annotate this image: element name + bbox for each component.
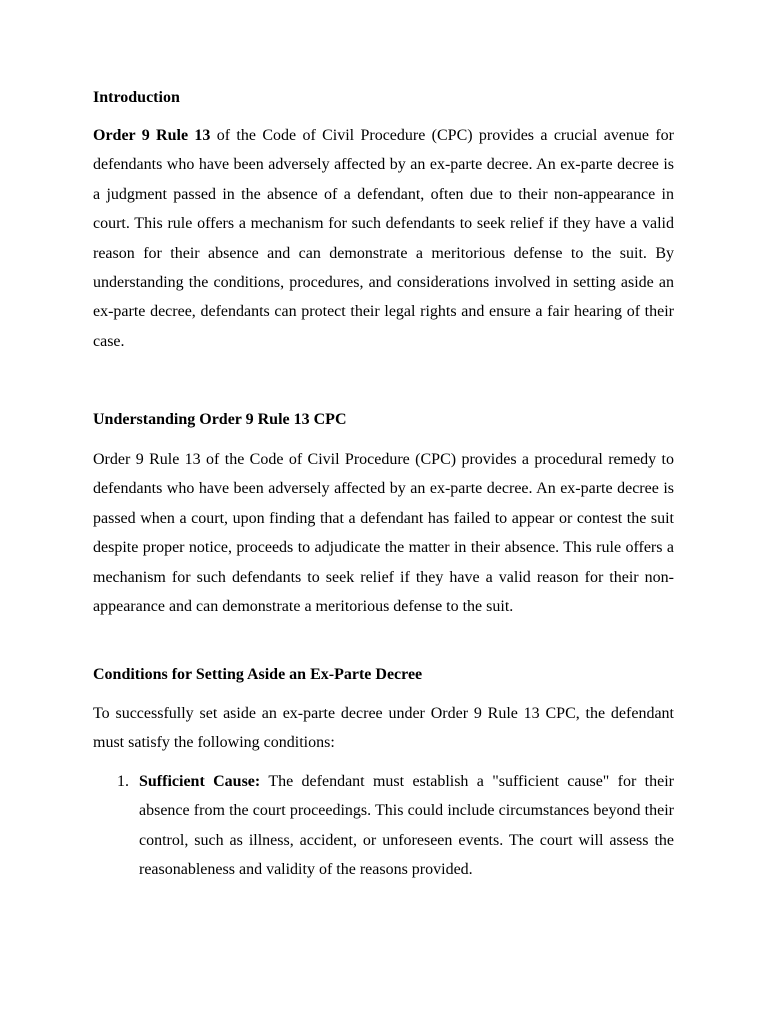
introduction-paragraph [93,121,674,356]
list-item-number: 1. [117,773,129,790]
introduction-paragraph-text: of the Code of Civil Procedure (CPC) provides a crucial avenue for defendants who have been adversely affected by an ex-parte decree. An ex-parte decree is a judgment passed in the absence of a defendant, often due to their non-appearance in court. This rule offers a mechanism for such defendants to seek relief if they have a valid reason for their absence and can demonstrate a meritorious defense to the suit. By understanding the conditions, procedures, and considerations involved in setting aside an ex-parte decree, defendants can protect their legal rights and ensure a fair hearing of their case. [93,127,674,350]
list-item-text: The defendant must establish a "sufficient cause" for their absence from the court proceedings. This could include circumstances beyond their control, such as illness, accident, or unforeseen events. The court will assess the reasonableness and validity of the reasons provided. [139,773,675,879]
conditions-paragraph: To successfully set aside an ex-parte decree under Order 9 Rule 13 CPC, the defendant must satisfy the following conditions: [93,705,674,752]
list-item-title: Sufficient Cause: [139,773,261,790]
conditions-heading: Conditions for Setting Aside an Ex-Parte Decree [93,666,423,683]
understanding-paragraph: Order 9 Rule 13 of the Code of Civil Procedure (CPC) provides a procedural remedy to defendants who have been adversely affected by an ex-parte decree. An ex-parte decree is passed when a court, upon finding that a defendant has failed to appear or contest the suit despite proper notice, proceeds to adjudicate the matter in their absence. This rule offers a mechanism for such defendants to seek relief if they have a valid reason for their non-appearance and can demonstrate a meritorious defense to the suit. [93,451,674,616]
understanding-heading: Understanding Order 9 Rule 13 CPC [93,411,347,428]
introduction-lead-bold: Order 9 Rule 13 [93,127,211,144]
conditions-list [93,767,674,885]
list-item [93,767,674,885]
introduction-heading: Introduction [93,89,180,106]
